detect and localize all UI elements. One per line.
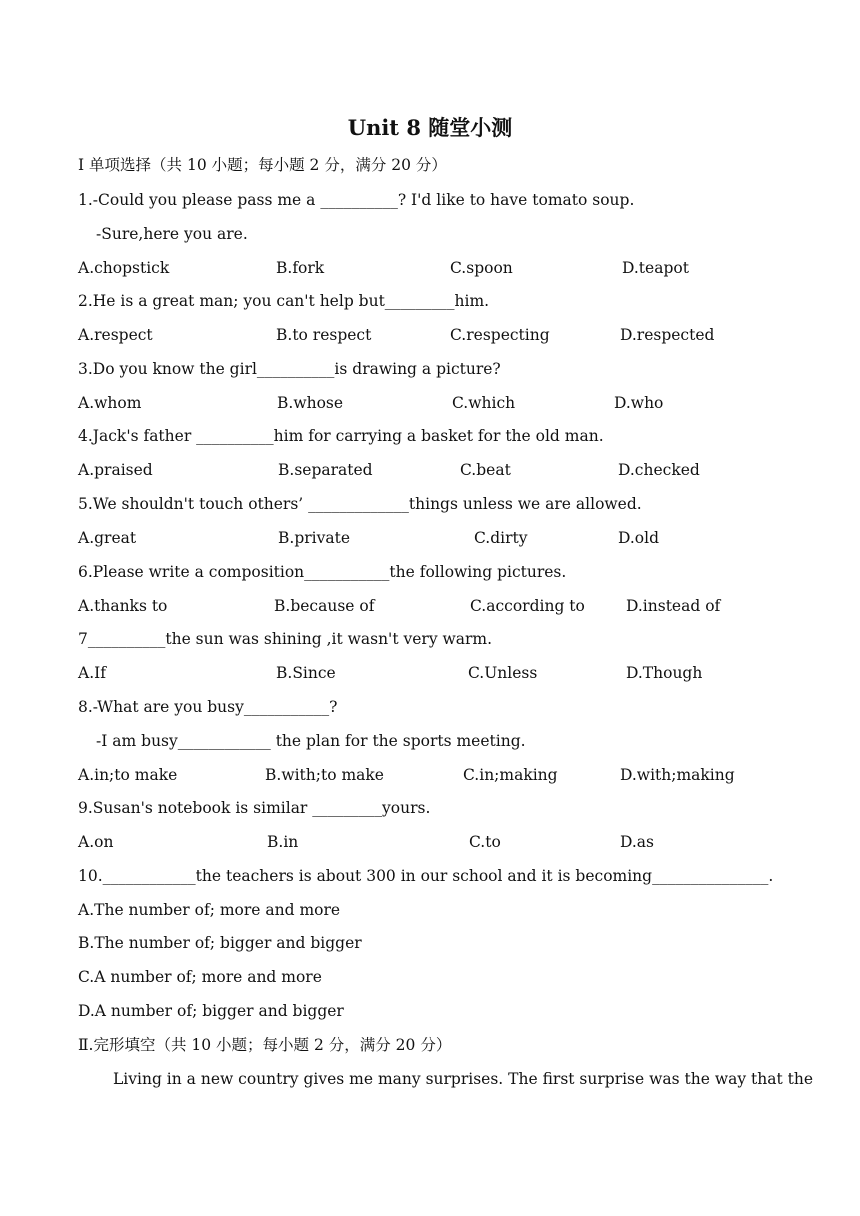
option-a: A.praised: [78, 461, 153, 479]
option-d: D.who: [614, 394, 664, 412]
option-b: B.fork: [276, 259, 325, 277]
option-c: C.A number of; more and more: [78, 968, 322, 986]
option-d: D.Though: [626, 664, 703, 682]
page-title: Unit 8 随堂小测: [347, 115, 513, 140]
option-a: A.thanks to: [78, 597, 168, 615]
option-b: B.to respect: [276, 326, 372, 344]
option-a: A.whom: [78, 394, 142, 412]
option-b: B.The number of; bigger and bigger: [78, 934, 362, 952]
option-c: C.which: [452, 394, 516, 412]
option-c: C.according to: [470, 597, 585, 615]
option-c: C.beat: [460, 461, 511, 479]
option-a: A.The number of; more and more: [78, 901, 341, 919]
option-d: D.with;making: [620, 766, 735, 784]
question-2-stem: 2.He is a great man; you can't help but_________him.: [78, 292, 490, 310]
option-b: B.in: [267, 833, 299, 851]
section-2-heading: Ⅱ.完形填空（共 10 小题；每小题 2 分，满分 20 分）: [78, 1036, 452, 1054]
option-d: D.A number of; bigger and bigger: [78, 1002, 344, 1020]
option-d: D.old: [618, 529, 660, 547]
section-1-heading: Ⅰ 单项选择（共 10 小题；每小题 2 分，满分 20 分）: [78, 156, 447, 174]
option-b: B.private: [278, 529, 351, 547]
option-d: D.checked: [618, 461, 700, 479]
cloze-paragraph: Living in a new country gives me many surprises. The first surprise was the way that the: [113, 1070, 813, 1088]
option-c: C.in;making: [463, 766, 558, 784]
option-b: B.whose: [277, 394, 344, 412]
option-c: C.Unless: [468, 664, 538, 682]
question-9-stem: 9.Susan's notebook is similar _________yours.: [78, 799, 431, 817]
question-1-stem: 1.-Could you please pass me a __________? I'd like to have tomato soup.: [78, 191, 635, 209]
option-a: A.in;to make: [78, 766, 178, 784]
option-a: A.on: [78, 833, 114, 851]
option-b: B.because of: [274, 597, 375, 615]
option-d: D.respected: [620, 326, 715, 344]
question-10-stem: 10.____________the teachers is about 300 in our school and it is becoming_______________.: [78, 867, 774, 885]
question-8-stem: 8.-What are you busy___________?: [78, 698, 338, 716]
option-a: A.If: [78, 664, 106, 682]
question-7-stem: 7__________the sun was shining ,it wasn't very warm.: [78, 630, 493, 648]
option-b: B.Since: [276, 664, 336, 682]
option-c: C.spoon: [450, 259, 513, 277]
question-6-stem: 6.Please write a composition___________the following pictures.: [78, 563, 567, 581]
question-3-stem: 3.Do you know the girl__________is drawing a picture?: [78, 360, 501, 378]
option-a: A.great: [78, 529, 137, 547]
option-c: C.dirty: [474, 529, 528, 547]
question-8-response: -I am busy____________ the plan for the sports meeting.: [96, 732, 526, 750]
option-d: D.instead of: [626, 597, 721, 615]
option-d: D.teapot: [622, 259, 689, 277]
option-c: C.to: [469, 833, 501, 851]
question-1-response: -Sure,here you are.: [96, 225, 248, 243]
option-b: B.separated: [278, 461, 373, 479]
question-5-stem: 5.We shouldn't touch others’ _____________things unless we are allowed.: [78, 495, 642, 513]
option-c: C.respecting: [450, 326, 550, 344]
option-d: D.as: [620, 833, 654, 851]
question-4-stem: 4.Jack's father __________him for carrying a basket for the old man.: [78, 427, 604, 445]
option-b: B.with;to make: [265, 766, 384, 784]
option-a: A.respect: [78, 326, 153, 344]
option-a: A.chopstick: [78, 259, 170, 277]
